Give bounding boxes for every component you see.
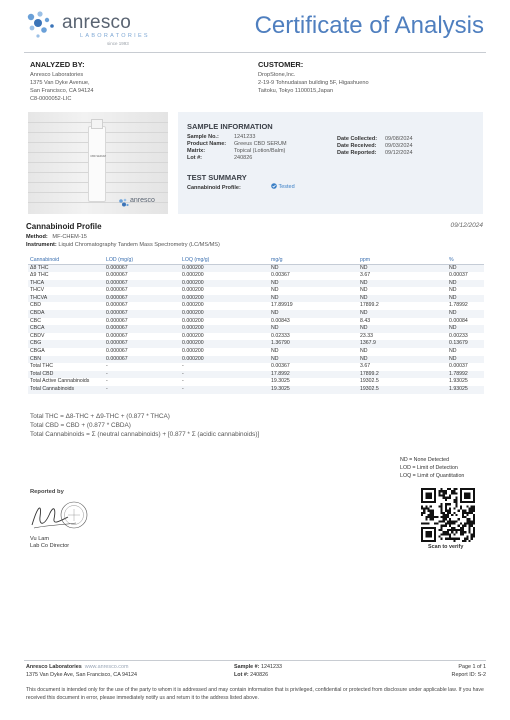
table-cell: ND bbox=[449, 348, 457, 355]
table-row bbox=[28, 264, 484, 272]
matrix-label: Matrix: bbox=[187, 148, 206, 154]
table-row bbox=[28, 318, 484, 326]
column-header: mg/g bbox=[269, 256, 358, 264]
table-cell: CBC bbox=[30, 317, 41, 324]
table-cell: CBDA bbox=[28, 310, 104, 318]
table-cell: 17.8992 bbox=[269, 371, 358, 379]
header-divider bbox=[24, 52, 486, 53]
profile-date: 09/12/2024 bbox=[450, 222, 483, 229]
address-line: DropStone,Inc. bbox=[258, 72, 296, 78]
table-cell: 0.000067 bbox=[106, 332, 128, 339]
table-cell: 17899.2 bbox=[358, 371, 447, 379]
logo-subtitle: LABORATORIES bbox=[80, 33, 150, 39]
logo-dots-icon bbox=[26, 10, 60, 40]
table-row bbox=[28, 386, 484, 394]
table-cell: 0.000067 bbox=[106, 272, 128, 279]
table-cell: - bbox=[182, 378, 184, 385]
tested-status bbox=[271, 183, 295, 190]
table-cell: - bbox=[106, 363, 108, 370]
table-cell: ND bbox=[271, 348, 279, 355]
table-cell: ND bbox=[358, 280, 447, 288]
table-row bbox=[28, 280, 484, 288]
bottle-label: CBD SERUM bbox=[90, 155, 106, 158]
table-cell: THCVA bbox=[28, 295, 104, 303]
table-cell: 0.000067 bbox=[104, 280, 180, 288]
table-cell: 0.00084 bbox=[449, 317, 468, 324]
footer-lot bbox=[234, 672, 268, 678]
table-cell: 19.3025 bbox=[269, 386, 358, 394]
method-label: Method: bbox=[26, 234, 48, 240]
sample-no-label: Sample No.: bbox=[187, 134, 219, 140]
table-cell: ND bbox=[269, 280, 358, 288]
footer-disclaimer: This document is intended only for the use of the party to whom it is addressed and may contain information that is privileged, confidential or protected from disclosure under applicable law. If you have received this document in error, please immediately notify us and return it to the address listed above. bbox=[26, 687, 484, 701]
sample-info-title: SAMPLE INFORMATION bbox=[187, 122, 273, 131]
table-cell: - bbox=[182, 363, 184, 370]
address-line: 2-19-9 Tohnudaisan building 5F, Higashueno bbox=[258, 80, 369, 86]
product-photo bbox=[28, 112, 168, 214]
table-cell: - bbox=[106, 378, 108, 385]
director-name: Vu Lam bbox=[30, 536, 50, 542]
column-header: LOD (mg/g) bbox=[104, 256, 180, 264]
table-cell: ND bbox=[360, 348, 368, 355]
table-cell: 0.000067 bbox=[106, 302, 128, 309]
table-cell: 19302.5 bbox=[360, 378, 379, 385]
formula-total-cannabinoids: Total Cannabinoids = Σ (neutral cannabinoids) + [0.877 * Σ (acidic cannabinoids)] bbox=[30, 431, 260, 438]
footer-sample-label: Sample #: bbox=[234, 664, 260, 670]
photo-logo bbox=[118, 196, 166, 210]
table-row bbox=[28, 371, 484, 379]
abbreviation-legend bbox=[400, 457, 464, 480]
date-received-value: 09/03/2024 bbox=[385, 143, 413, 149]
table-cell: 0.000200 bbox=[182, 287, 204, 294]
table-cell: 0.000200 bbox=[180, 264, 269, 272]
table-cell: 0.000200 bbox=[180, 310, 269, 318]
logo-since: since 1993 bbox=[107, 41, 129, 46]
address-line: 1375 Van Dyke Avenue, bbox=[30, 80, 90, 86]
table-cell: 0.000067 bbox=[104, 310, 180, 318]
table-cell: 1367.9 bbox=[358, 340, 447, 348]
table-cell: THCA bbox=[28, 280, 104, 288]
table-cell: ND bbox=[269, 356, 358, 364]
table-cell: 0.00843 bbox=[271, 317, 290, 324]
table-cell: 0.00367 bbox=[271, 363, 290, 370]
column-header: Cannabinoid bbox=[28, 256, 104, 264]
table-cell: ND bbox=[447, 280, 484, 288]
director-title: Lab Co Director bbox=[30, 543, 70, 549]
date-collected-value: 09/08/2024 bbox=[385, 136, 413, 142]
instrument-label: Instrument: bbox=[26, 242, 57, 248]
table-cell: 3.67 bbox=[360, 272, 371, 279]
legend-item: ND = None Detected bbox=[400, 457, 450, 463]
table-cell: Total Cannabinoids bbox=[28, 386, 104, 394]
logo-name: anresco bbox=[62, 12, 131, 33]
footer-report-id: Report ID: S-2 bbox=[451, 672, 486, 678]
table-row bbox=[28, 272, 484, 280]
table-cell: Total Active Cannabinoids bbox=[30, 378, 90, 385]
table-cell: Δ9 THC bbox=[30, 272, 49, 279]
address-line: San Francisco, CA 94124 bbox=[30, 88, 94, 94]
reported-by-label: Reported by bbox=[30, 489, 64, 495]
table-cell: 0.000067 bbox=[104, 340, 180, 348]
table-cell: 1.93025 bbox=[447, 386, 484, 394]
table-cell: 1.78992 bbox=[447, 371, 484, 379]
footer-divider bbox=[24, 660, 486, 661]
column-header: ppm bbox=[358, 256, 447, 264]
table-cell: - bbox=[180, 371, 269, 379]
table-cell: CBG bbox=[28, 340, 104, 348]
table-cell: 17899.2 bbox=[360, 302, 379, 309]
table-cell: 0.000200 bbox=[182, 332, 204, 339]
table-cell: 0.00367 bbox=[271, 272, 290, 279]
table-cell: 0.000200 bbox=[180, 325, 269, 333]
table-row bbox=[28, 348, 484, 356]
table-row bbox=[28, 287, 484, 295]
cannabinoid-table bbox=[28, 256, 484, 394]
tested-label: Tested bbox=[278, 184, 295, 190]
table-cell: ND bbox=[358, 356, 447, 364]
table-cell: 19302.5 bbox=[358, 386, 447, 394]
table-cell: 1.93025 bbox=[449, 378, 468, 385]
footer-company-name: Anresco Laboratories bbox=[26, 664, 82, 670]
analyzed-by-address bbox=[30, 71, 93, 103]
table-cell: CBCA bbox=[28, 325, 104, 333]
analyzed-by-label: ANALYZED BY: bbox=[30, 60, 85, 69]
table-row bbox=[28, 325, 484, 333]
table-cell: CBN bbox=[28, 356, 104, 364]
table-cell: ND bbox=[447, 356, 484, 364]
table-cell: 0.00037 bbox=[449, 272, 468, 279]
table-cell: CBGA bbox=[30, 348, 45, 355]
footer-lot-label: Lot #: bbox=[234, 672, 249, 678]
table-row bbox=[28, 333, 484, 341]
column-header: % bbox=[447, 256, 484, 264]
table-cell: Δ8 THC bbox=[28, 264, 104, 272]
table-cell: - bbox=[104, 371, 180, 379]
table-cell: 17.89919 bbox=[271, 302, 293, 309]
table-cell: 0.000200 bbox=[180, 280, 269, 288]
table-cell: 0.00233 bbox=[449, 332, 468, 339]
table-cell: ND bbox=[269, 310, 358, 318]
table-cell: 0.000200 bbox=[182, 302, 204, 309]
table-row bbox=[28, 356, 484, 364]
table-cell: Total CBD bbox=[28, 371, 104, 379]
table-cell: ND bbox=[449, 287, 457, 294]
footer-lot-value: 240826 bbox=[250, 672, 269, 678]
address-line: C8-0000052-LIC bbox=[30, 96, 72, 102]
address-line: Anresco Laboratories bbox=[30, 72, 84, 78]
table-cell: 1.78992 bbox=[449, 302, 468, 309]
table-cell: 0.000200 bbox=[180, 356, 269, 364]
check-circle-icon bbox=[271, 183, 277, 189]
legend-item: LOQ = Limit of Quantitation bbox=[400, 472, 465, 479]
table-cell: ND bbox=[269, 295, 358, 303]
table-row bbox=[28, 302, 484, 310]
footer-sample-value: 1241233 bbox=[260, 664, 282, 670]
lot-value: 240826 bbox=[234, 155, 253, 161]
address-line: Taitoku, Tokyo 1100015,Japan bbox=[258, 88, 334, 94]
product-name-value: Greeus CBD SERUM bbox=[234, 141, 287, 147]
legend-item: LOD = Limit of Detection bbox=[400, 464, 458, 471]
table-cell: 0.000067 bbox=[104, 356, 180, 364]
table-cell: 0.000067 bbox=[106, 287, 128, 294]
table-cell: ND bbox=[447, 325, 484, 333]
sample-no-value: 1241233 bbox=[234, 134, 256, 140]
cannabinoid-profile-label: Cannabinoid Profile: bbox=[187, 185, 241, 191]
table-cell: - bbox=[180, 386, 269, 394]
formulas bbox=[30, 412, 259, 439]
column-header: LOQ (mg/g) bbox=[180, 256, 269, 264]
table-cell: THCV bbox=[30, 287, 45, 294]
document-title: Certificate of Analysis bbox=[254, 12, 484, 39]
date-reported-label: Date Reported: bbox=[337, 150, 377, 156]
table-row bbox=[28, 295, 484, 303]
footer-website[interactable]: www.anresco.com bbox=[84, 664, 129, 670]
footer-address: 1375 Van Dyke Ave, San Francisco, CA 94124 bbox=[26, 672, 137, 678]
customer-address bbox=[258, 71, 369, 95]
verification-qr-code[interactable] bbox=[421, 488, 475, 542]
instrument-value: Liquid Chromatography Tandem Mass Spectrometry (LC/MS/MS) bbox=[58, 242, 220, 248]
lot-label: Lot #: bbox=[187, 155, 202, 161]
footer-sample bbox=[234, 664, 282, 670]
table-cell: ND bbox=[269, 325, 358, 333]
table-cell: 0.000200 bbox=[180, 340, 269, 348]
profile-title: Cannabinoid Profile bbox=[26, 222, 102, 231]
table-row bbox=[28, 310, 484, 318]
table-cell: ND bbox=[358, 310, 447, 318]
table-cell: 0.13679 bbox=[447, 340, 484, 348]
table-cell: ND bbox=[447, 295, 484, 303]
table-cell: ND bbox=[358, 264, 447, 272]
table-row bbox=[28, 363, 484, 371]
table-cell: 0.02333 bbox=[271, 332, 290, 339]
table-cell: ND bbox=[358, 295, 447, 303]
table-cell: ND bbox=[447, 264, 484, 272]
table-cell: 3.67 bbox=[360, 363, 371, 370]
date-collected-label: Date Collected: bbox=[337, 136, 378, 142]
table-cell: 0.000067 bbox=[104, 295, 180, 303]
table-cell: 23.33 bbox=[360, 332, 373, 339]
table-cell: ND bbox=[271, 287, 279, 294]
scan-to-verify-label: Scan to verify bbox=[428, 544, 464, 550]
table-cell: CBD bbox=[30, 302, 41, 309]
method-value: MF-CHEM-15 bbox=[52, 234, 87, 240]
table-cell: 0.000200 bbox=[182, 348, 204, 355]
table-cell: ND bbox=[269, 264, 358, 272]
table-cell: 0.000067 bbox=[104, 264, 180, 272]
signature-and-stamp bbox=[28, 495, 98, 535]
table-cell: ND bbox=[358, 325, 447, 333]
footer-company bbox=[26, 664, 128, 670]
table-header-row bbox=[28, 256, 484, 264]
photo-logo-name: anresco bbox=[130, 197, 155, 204]
table-cell: 0.000200 bbox=[182, 272, 204, 279]
table-cell: 19.3025 bbox=[271, 378, 290, 385]
matrix-value: Topical (Lotion/Balm) bbox=[234, 148, 286, 154]
table-cell: 0.00037 bbox=[449, 363, 468, 370]
table-cell: CBDV bbox=[30, 332, 45, 339]
product-name-label: Product Name: bbox=[187, 141, 227, 147]
date-reported-value: 09/12/2024 bbox=[385, 150, 413, 156]
table-cell: 0.000067 bbox=[106, 348, 128, 355]
table-row bbox=[28, 340, 484, 348]
method-line bbox=[26, 234, 87, 240]
formula-total-thc: Total THC = Δ8-THC + Δ9-THC + (0.877 * THCA) bbox=[30, 413, 170, 420]
table-cell: Total THC bbox=[30, 363, 53, 370]
table-cell: 0.000200 bbox=[180, 295, 269, 303]
table-row bbox=[28, 378, 484, 386]
page-header bbox=[0, 0, 510, 50]
table-cell: 0.000200 bbox=[182, 317, 204, 324]
table-cell: ND bbox=[447, 310, 484, 318]
logo-dots-icon bbox=[118, 197, 130, 209]
instrument-line bbox=[26, 242, 220, 248]
formula-total-cbd: Total CBD = CBD + (0.877 * CBDA) bbox=[30, 422, 131, 429]
table-cell: 1.36790 bbox=[269, 340, 358, 348]
product-bottle bbox=[88, 126, 106, 202]
table-cell: 0.000067 bbox=[104, 325, 180, 333]
customer-label: CUSTOMER: bbox=[258, 60, 304, 69]
table-cell: ND bbox=[360, 287, 368, 294]
date-received-label: Date Received: bbox=[337, 143, 377, 149]
anresco-logo bbox=[26, 10, 176, 44]
test-summary-title: TEST SUMMARY bbox=[187, 173, 247, 182]
table-cell: - bbox=[104, 386, 180, 394]
table-body bbox=[28, 264, 484, 394]
table-cell: 0.000067 bbox=[106, 317, 128, 324]
footer-page: Page 1 of 1 bbox=[458, 664, 486, 670]
table-cell: 8.43 bbox=[360, 317, 371, 324]
